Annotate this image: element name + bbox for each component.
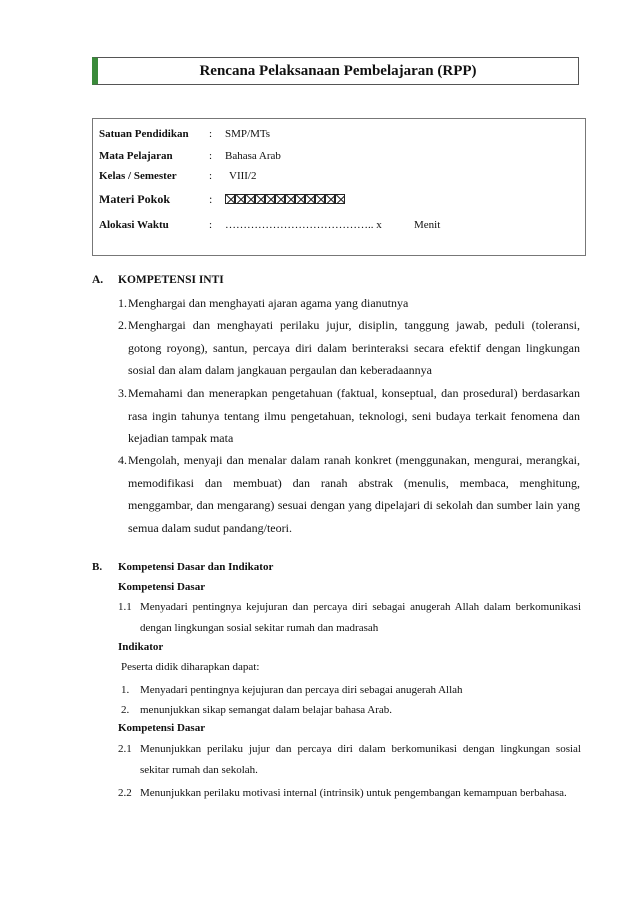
placeholder-box (285, 194, 295, 204)
placeholder-box (315, 194, 325, 204)
item-number: 3. (118, 386, 127, 400)
section-letter: B. (92, 561, 103, 573)
indikator-intro: Peserta didik diharapkan dapat: (121, 661, 260, 673)
item-number: 2. (118, 318, 127, 332)
info-value: SMP/MTs (225, 128, 271, 140)
item-text: Menyadari pentingnya kejujuran dan percaya diri sebagai anugerah Allah (140, 684, 463, 696)
section-a-heading (92, 274, 392, 290)
ki-item-3 (118, 382, 580, 450)
indikator-item-1 (118, 680, 581, 701)
info-table (92, 118, 586, 256)
placeholder-box (335, 194, 345, 204)
info-colon: : (209, 219, 213, 231)
item-number: 1. (121, 684, 130, 696)
item-number: 4. (118, 453, 127, 467)
ki-item-1 (118, 292, 580, 315)
info-row-materi (99, 191, 559, 207)
item-text: Menunjukkan perilaku motivasi internal (intrinsik) untuk pengembangan kemampuan berbahasa. (140, 787, 567, 799)
info-colon: : (209, 170, 213, 182)
item-text: Menyadari pentingnya kejujuran dan percaya diri sebagai anugerah Allah dalam berkomunikasi dengan lingkungan sosial sekitar rumah dan madrasah (140, 601, 581, 634)
item-text: Mengolah, menyaji dan menalar dalam ranah konkret (menggunakan, mengurai, merangkai, memodifikasi dan membuat) dan ranah abstrak (menulis, membaca, menghitung, menggambar, dan mengarang) sesuai dengan yang dipelajari di sekolah dan sumber lain yang semua dalam sudut pandang/teori. (128, 453, 580, 535)
info-label: Materi Pokok (99, 192, 170, 206)
placeholder-box (255, 194, 265, 204)
info-label: Satuan Pendidikan (99, 128, 189, 140)
placeholder-box (325, 194, 335, 204)
info-value: VIII/2 (229, 170, 257, 182)
placeholder-box (295, 194, 305, 204)
materi-placeholder-boxes (225, 194, 345, 204)
item-text: Menghargai dan menghayati perilaku jujur, disiplin, tanggung jawab, peduli (toleransi, gotong royong), santun, percaya diri dalam berinteraksi secara efektif dengan lingkungan sosial dan alam dalam jangkauan pergaulan dan keberadaannya (128, 318, 580, 377)
section-title: Kompetensi Dasar dan Indikator (118, 561, 274, 573)
item-text: Menunjukkan perilaku jujur dan percaya diri dalam berkomunikasi dengan lingkungan sosial sekitar rumah dan sekolah. (140, 743, 581, 776)
placeholder-box (245, 194, 255, 204)
section-title: KOMPETENSI INTI (118, 274, 224, 286)
info-colon: : (209, 128, 213, 140)
item-number: 1. (118, 296, 127, 310)
document-title: Rencana Pelaksanaan Pembelajaran (RPP) (92, 57, 579, 85)
info-value: Bahasa Arab (225, 150, 281, 162)
info-label: Alokasi Waktu (99, 219, 169, 231)
info-colon: : (209, 192, 213, 206)
ki-item-4 (118, 449, 580, 539)
indikator-label: Indikator (118, 641, 164, 653)
placeholder-box (265, 194, 275, 204)
kd-label: Kompetensi Dasar (118, 722, 206, 734)
item-number: 2.1 (118, 743, 132, 755)
item-text: menunjukkan sikap semangat dalam belajar bahasa Arab. (140, 704, 392, 716)
info-unit: Menit (414, 219, 441, 231)
placeholder-box (275, 194, 285, 204)
info-label: Mata Pelajaran (99, 150, 173, 162)
item-number: 2.2 (118, 787, 132, 799)
kd-1-1 (118, 597, 581, 638)
item-number: 1.1 (118, 601, 132, 613)
item-text: Memahami dan menerapkan pengetahuan (faktual, konseptual, dan prosedural) berdasarkan rasa ingin tahunya tentang ilmu pengetahuan, teknologi, seni budaya terkait fenomena dan kejadian tampak mata (128, 386, 580, 445)
item-text: Menghargai dan menghayati ajaran agama yang dianutnya (128, 296, 409, 310)
kd-2-1 (118, 739, 581, 780)
kd-label: Kompetensi Dasar (118, 581, 206, 593)
item-number: 2. (121, 704, 130, 716)
ki-item-2 (118, 314, 580, 382)
info-value: ………………………………….. x (225, 219, 382, 231)
section-letter: A. (92, 274, 104, 286)
section-b-heading (92, 561, 392, 577)
info-colon: : (209, 150, 213, 162)
placeholder-box (235, 194, 245, 204)
info-row-alokasi (99, 217, 569, 233)
kd-2-2 (118, 783, 581, 804)
indikator-item-2 (118, 700, 581, 721)
placeholder-box (305, 194, 315, 204)
placeholder-box (225, 194, 235, 204)
info-label: Kelas / Semester (99, 170, 177, 182)
